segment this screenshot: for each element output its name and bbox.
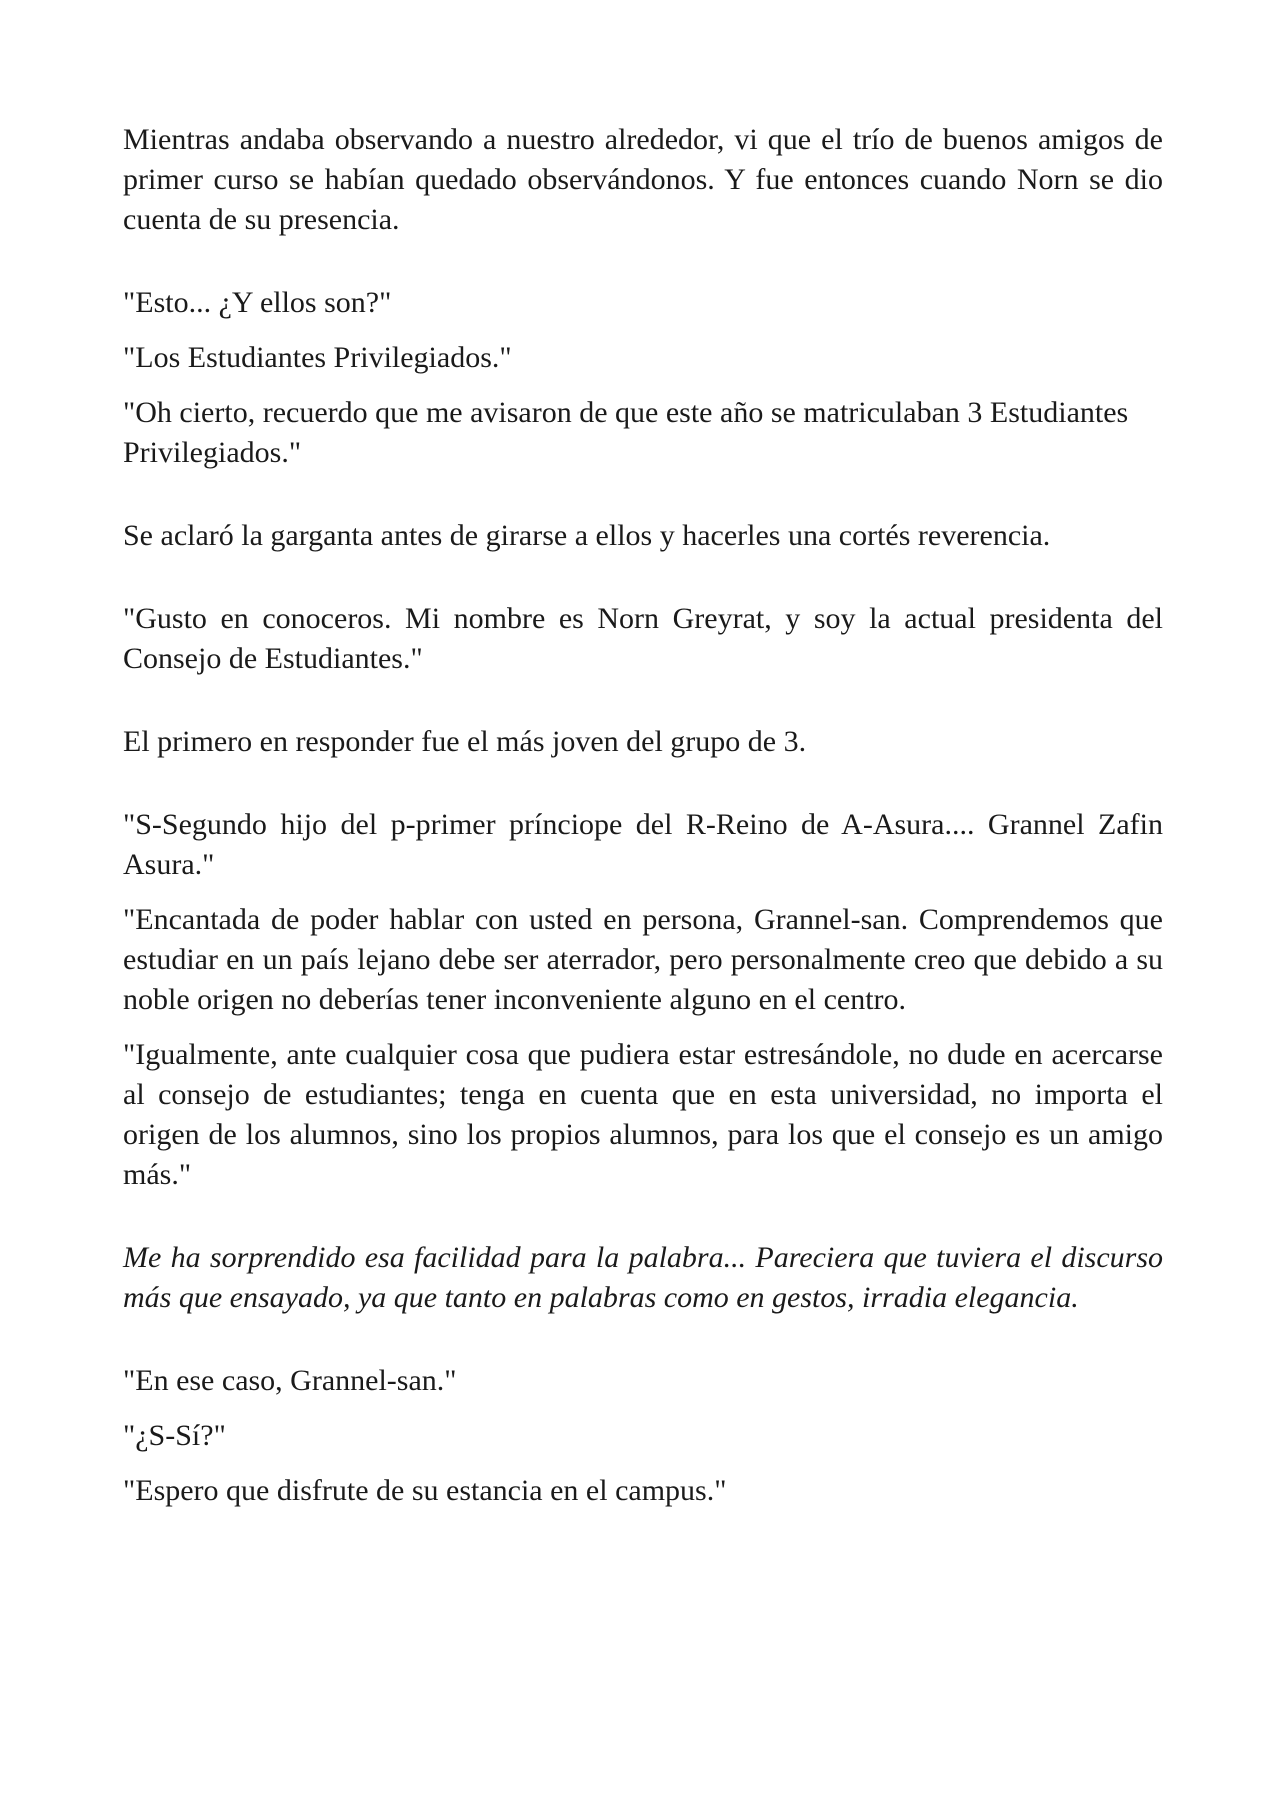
paragraph-dialogue: "S-Segundo hijo del p-primer prínciope del R-Reino de A-Asura.... Grannel Zafin Asura."	[123, 808, 1163, 881]
paragraph-inner-thought: Me ha sorprendido esa facilidad para la palabra... Pareciera que tuviera el discurso más que ensayado, ya que tanto en palabras como en gestos, irradia elegancia.	[123, 1241, 1163, 1314]
paragraph-narration: El primero en responder fue el más joven del grupo de 3.	[123, 725, 807, 758]
paragraph-dialogue: "Esto... ¿Y ellos son?"	[123, 286, 392, 319]
paragraph-dialogue: "En ese caso, Grannel-san."	[123, 1364, 457, 1397]
document-body	[123, 120, 1163, 1511]
paragraph-dialogue: "Gusto en conoceros. Mi nombre es Norn Greyrat, y soy la actual presidenta del Consejo de Estudiantes."	[123, 602, 1163, 675]
paragraph-dialogue: "Igualmente, ante cualquier cosa que pudiera estar estresándole, no dude en acercarse al consejo de estudiantes; tenga en cuenta que en esta universidad, no importa el origen de los alumnos, sino los propios alumnos, para los que el consejo es un amigo más."	[123, 1038, 1163, 1191]
paragraph-dialogue: "Encantada de poder hablar con usted en persona, Grannel-san. Comprendemos que estudiar en un país lejano debe ser aterrador, pero personalmente creo que debido a su noble origen no deberías tener inconveniente alguno en el centro.	[123, 903, 1163, 1016]
paragraph-dialogue: "Espero que disfrute de su estancia en el campus."	[123, 1474, 727, 1507]
paragraph-dialogue: "¿S-Sí?"	[123, 1419, 226, 1452]
paragraph-narration: Se aclaró la garganta antes de girarse a ellos y hacerles una cortés reverencia.	[123, 519, 1051, 552]
paragraph-dialogue: "Los Estudiantes Privilegiados."	[123, 341, 512, 374]
paragraph-narration: Mientras andaba observando a nuestro alrededor, vi que el trío de buenos amigos de primer curso se habían quedado observándonos. Y fue entonces cuando Norn se dio cuenta de su presencia.	[123, 123, 1163, 236]
paragraph-dialogue: "Oh cierto, recuerdo que me avisaron de que este año se matriculaban 3 Estudiantes Privilegiados."	[123, 396, 1129, 469]
